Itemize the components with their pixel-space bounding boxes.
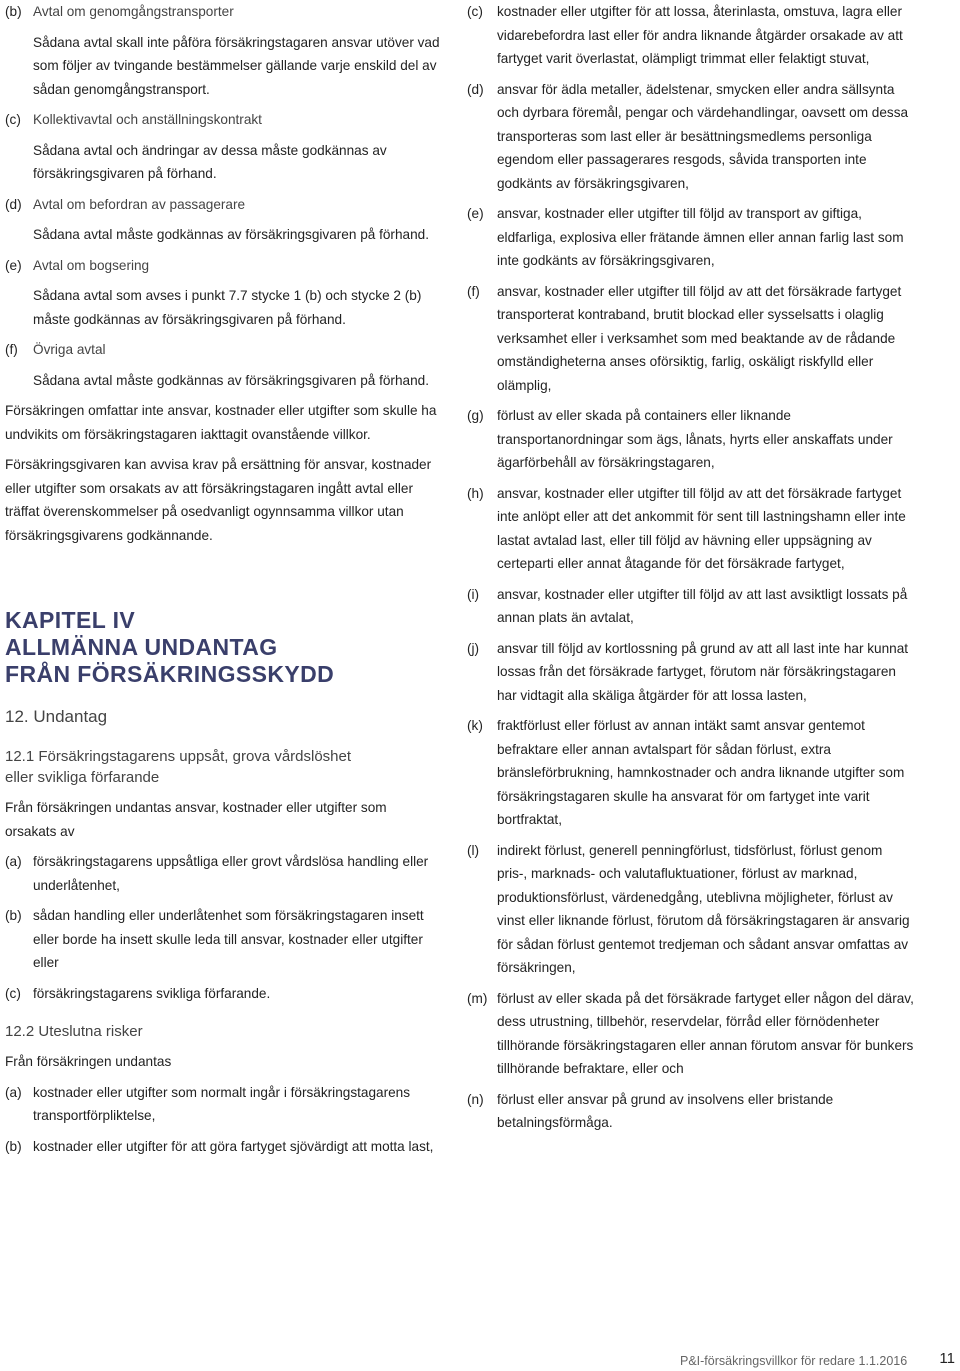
- item-text: ansvar, kostnader eller utgifter till följd av att det försäkrade fartyget inte anlöpt eller att det ankommit för sent till lastningshamn eller inte lastat avtalad last, eller till följd av hävning eller uppsägning av certeparti eller annat åtagande för det försäkrade fartyget,: [497, 485, 906, 571]
- list-item: [5, 982, 441, 1006]
- subsection-heading: [5, 746, 441, 788]
- item-label: (c): [5, 112, 21, 127]
- item-label: (c): [5, 985, 21, 1001]
- item-label: (n): [467, 1091, 484, 1107]
- paragraph: Försäkringen omfattar inte ansvar, kostnader eller utgifter som skulle ha undvikits om försäkringstagaren iakttagit ovanstående villkor.: [5, 403, 437, 442]
- item-label: (b): [5, 1138, 22, 1154]
- item-label: (d): [467, 81, 484, 97]
- paragraph: Från försäkringen undantas: [5, 1054, 172, 1069]
- list-item: [467, 714, 915, 832]
- item-label: (g): [467, 408, 484, 423]
- item-label: (h): [467, 485, 484, 501]
- chapter-title-line: KAPITEL IV: [5, 607, 136, 633]
- item-label: (b): [5, 4, 22, 19]
- chapter-title-line: FRÅN FÖRSÄKRINGSSKYDD: [5, 661, 335, 687]
- item-label: (a): [5, 854, 22, 869]
- item-heading: Avtal om befordran av passagerare: [33, 196, 246, 212]
- list-item: [5, 108, 441, 132]
- item-text: försäkringstagarens svikliga förfarande.: [33, 985, 271, 1001]
- list-item: [5, 0, 441, 24]
- item-label: (i): [467, 586, 480, 602]
- list-item: [467, 78, 915, 196]
- item-heading: Avtal om bogsering: [33, 257, 150, 273]
- paragraph: Från försäkringen undantas ansvar, kostnader eller utgifter som orsakats av: [5, 800, 387, 839]
- item-text: fraktförlust eller förlust av annan intäkt samt ansvar gentemot befraktare eller annan avtalspart för sådan förlust, extra bränsleförbrukning, hamnkostnader och andra liknande utgifter som försäkringstagaren skulle ha ansvarat för om fartyget inte varit bortfraktat,: [497, 718, 905, 827]
- item-text: sådan handling eller underlåtenhet som försäkringstagaren insett eller borde ha insett skulle leda till ansvar, kostnader eller utgifter eller: [33, 908, 424, 970]
- item-text: kostnader eller utgifter som normalt ingår i försäkringstagarens transportförpliktelse,: [33, 1084, 411, 1123]
- item-body: Sådana avtal måste godkännas av försäkringsgivaren på förhand.: [33, 372, 429, 388]
- item-text: ansvar, kostnader eller utgifter till följd av att last avsiktligt lossats på annan plats än avtalat,: [497, 586, 908, 625]
- item-text: ansvar, kostnader eller utgifter till följd av att det försäkrade fartyget transporterat kontraband, brutit blockad eller sysselsatts i olaglig verksamhet eller i verksamhet som med beaktande av de rådande omständigheterna anses oförsiktig, farlig, oskäligt riskfylld eller olämplig,: [497, 283, 902, 393]
- item-label: (j): [467, 640, 480, 656]
- subsection-heading-line: eller svikliga förfarande: [5, 769, 160, 786]
- list-item: [5, 338, 441, 362]
- list-item: [467, 404, 915, 475]
- list-item: [467, 583, 915, 630]
- item-text: kostnader eller utgifter för att lossa, återinlasta, omstuva, lagra eller vidarebefordra last eller för andra liknande åtgärder orsakade av att fartyget varit överlastat, olämpligt trimmat eller felaktigt stuvat,: [497, 4, 903, 66]
- list-item: [467, 987, 915, 1081]
- item-label: (m): [467, 990, 488, 1006]
- item-label: (f): [467, 283, 480, 299]
- chapter-title-line: ALLMÄNNA UNDANTAG: [5, 634, 278, 660]
- list-item: [5, 850, 441, 897]
- list-item: [467, 1088, 915, 1135]
- item-text: förlust av eller skada på det försäkrade fartyget eller någon del därav, dess utrustning, tillbehör, reservdelar, förråd eller förnödenheter tillhörande försäkringstagaren eller annan förutom ansvar för bunkers tillhörande befraktare, eller och: [497, 990, 914, 1076]
- item-text: förlust eller ansvar på grund av insolvens eller bristande betalningsförmåga.: [497, 1091, 834, 1130]
- list-item: [467, 839, 915, 980]
- item-label: (d): [5, 196, 22, 212]
- paragraph: Försäkringsgivaren kan avvisa krav på ersättning för ansvar, kostnader eller utgifter som orsakats av att försäkringstagaren ingått avtal eller träffat överenskommelser på osedvanligt ogynnsamma villkor utan försäkringsgivarens godkännande.: [5, 457, 432, 543]
- item-label: (c): [467, 4, 483, 19]
- item-text: kostnader eller utgifter för att göra fartyget sjövärdigt att motta last,: [33, 1138, 434, 1154]
- item-body: Sådana avtal måste godkännas av försäkringsgivaren på förhand.: [33, 227, 429, 242]
- page-footer: [680, 1352, 955, 1370]
- subsection-heading: 12.2 Uteslutna risker: [5, 1023, 143, 1040]
- list-item: [5, 1135, 441, 1159]
- item-text: försäkringstagarens uppsåtliga eller grovt vårdslösa handling eller underlåtenhet,: [33, 854, 429, 893]
- item-text: ansvar till följd av kortlossning på grund av att all last inte har kunnat lossas från det försäkrade fartyget, förutom när försäkringstagaren har vidtagit alla skäliga åtgärder för att lossa lasten,: [497, 640, 909, 703]
- section-heading: 12. Undantag: [5, 707, 108, 726]
- list-item: [5, 904, 441, 975]
- item-heading: Övriga avtal: [33, 342, 106, 357]
- list-item: [5, 193, 441, 217]
- item-heading: Avtal om genomgångstransporter: [33, 4, 234, 19]
- subsection-heading-line: 12.1 Försäkringstagarens uppsåt, grova vårdslöshet: [5, 748, 352, 765]
- item-text: ansvar, kostnader eller utgifter till följd av transport av giftiga, eldfarliga, explosiva eller frätande ämnen eller annan farlig last som inte godkänts av försäkringsgivaren,: [497, 206, 904, 268]
- item-label: (f): [5, 342, 18, 357]
- item-text: indirekt förlust, generell penningförlust, tidsförlust, förlust genom pris-, marknads- och valutafluktuationer, förlust av marknad, produktionsförlust, värdenedgång, uteblivna möjligheter, förlust av vinst eller liknande förlust, förutom då försäkringstagaren är ansvarig för sådan förlust gentemot tredjeman och sådant ansvar omfattas av försäkringen,: [497, 842, 910, 975]
- list-item: [467, 637, 915, 708]
- list-item: [467, 482, 915, 576]
- item-body: Sådana avtal som avses i punkt 7.7 stycke 1 (b) och stycke 2 (b) måste godkännas av försäkringsgivaren på förhand.: [33, 288, 422, 327]
- item-label: (e): [5, 257, 22, 273]
- page-number: 11: [939, 1350, 955, 1367]
- list-item: [467, 202, 915, 273]
- item-label: (b): [5, 908, 22, 923]
- left-column: [5, 0, 441, 1158]
- item-body: Sådana avtal skall inte påföra försäkringstagaren ansvar utöver vad som följer av tvingande bestämmelser gällande varje enskild del av sådan genomgångstransport.: [33, 34, 440, 97]
- item-label: (a): [5, 1084, 22, 1100]
- list-item: [5, 254, 441, 278]
- list-item: [467, 280, 915, 398]
- item-label: (k): [467, 718, 483, 733]
- right-column: [467, 0, 915, 1142]
- item-text: ansvar för ädla metaller, ädelstenar, smycken eller andra sällsynta och dyrbara föremål, pengar och värdehandlingar, oavsett om dessa transporteras som last eller är besättningsmedlems personliga egendom eller passagerares resgods, såvida transporten inte godkänts av försäkringsgivaren,: [497, 81, 909, 191]
- footer-title: P&I-försäkringsvillkor för redare 1.1.2016: [680, 1354, 908, 1368]
- list-item: [5, 1081, 441, 1128]
- list-item: [467, 0, 915, 71]
- item-label: (l): [467, 842, 480, 858]
- chapter-title: [5, 607, 441, 688]
- item-heading: Kollektivavtal och anställningskontrakt: [33, 112, 262, 127]
- item-body: Sådana avtal och ändringar av dessa måste godkännas av försäkringsgivaren på förhand.: [33, 142, 387, 181]
- item-text: förlust av eller skada på containers eller liknande transportanordningar som ägs, lånats, hyrts eller anskaffats under ägarförbehåll av försäkringstagaren,: [497, 408, 893, 470]
- item-label: (e): [467, 206, 484, 221]
